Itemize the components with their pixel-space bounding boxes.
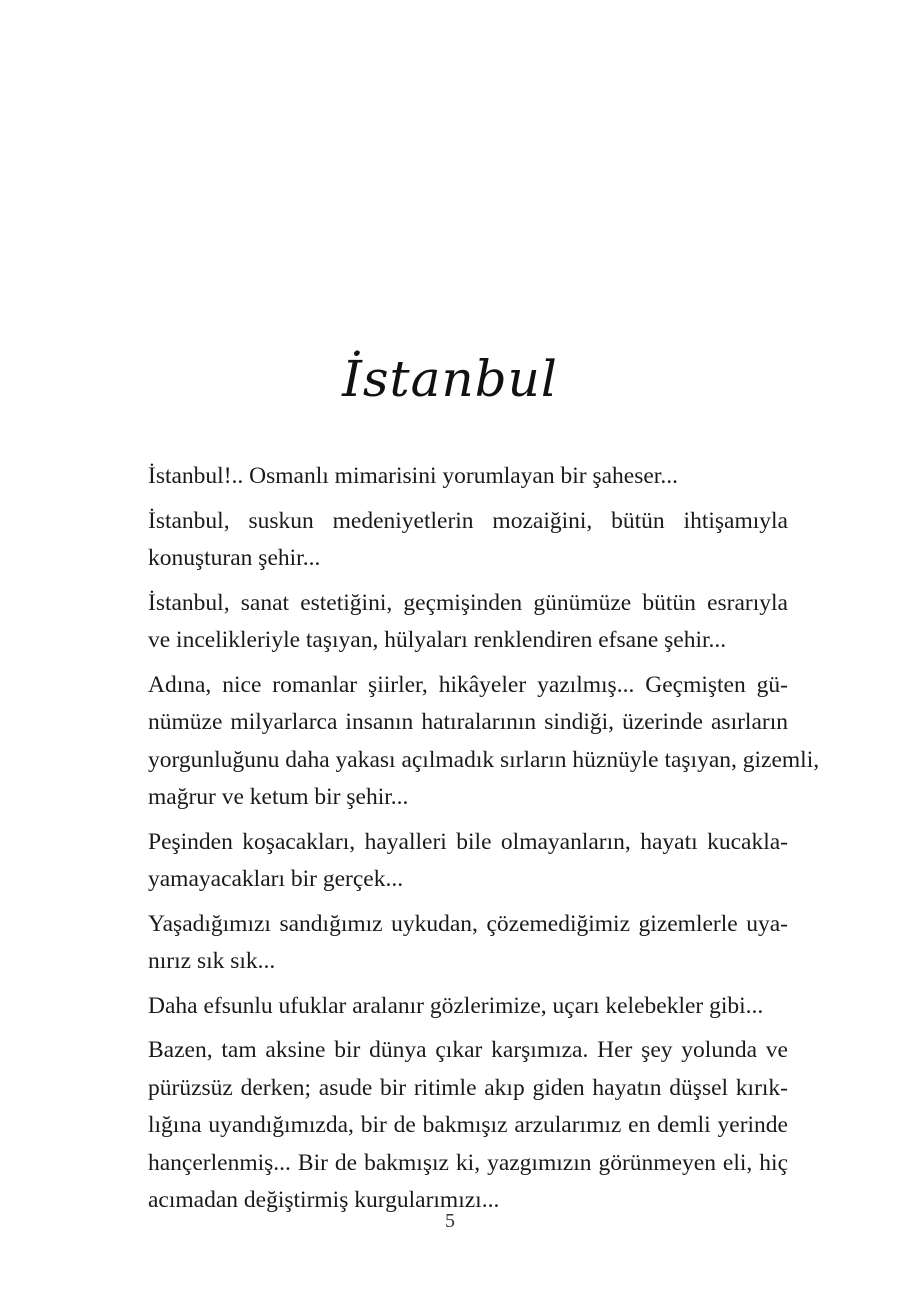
text-line: Yaşadığımızı sandığımız uykudan, çözemediğimiz gizemlerle uya- (148, 910, 788, 937)
paragraph (113, 503, 788, 578)
paragraph (113, 585, 788, 660)
text-line: mağrur ve ketum bir şehir... (148, 784, 409, 810)
page-number: 5 (445, 1210, 455, 1232)
text-line: ve incelikleriyle taşıyan, hülyaları renklendiren efsane şehir... (148, 627, 727, 653)
text-line: İstanbul!.. Osmanlı mimarisini yorumlayan bir şaheser... (148, 463, 678, 489)
text-line: İstanbul, sanat estetiğini, geçmişinden günümüze bütün esrarıyla (148, 589, 788, 616)
paragraph (113, 988, 788, 1026)
text-line: pürüzsüz derken; asude bir ritimle akıp giden hayatın düşsel kırık- (148, 1074, 788, 1101)
chapter-title: İstanbul (342, 350, 558, 408)
text-line: nırız sık sık... (148, 948, 276, 974)
text-line: İstanbul, suskun medeniyetlerin mozaiğini, bütün ihtişamıyla (148, 507, 788, 534)
paragraph (113, 667, 820, 817)
chapter-body (113, 458, 820, 1227)
text-line: konuşturan şehir... (148, 545, 321, 571)
text-line: Bazen, tam aksine bir dünya çıkar karşımıza. Her şey yolunda ve (148, 1037, 788, 1063)
text-line: nümüze milyarlarca insanın hatıralarının sindiği, üzerinde asırların (148, 709, 788, 735)
text-line: Adına, nice romanlar şiirler, hikâyeler yazılmış... Geçmişten gü- (148, 671, 788, 698)
text-line: yamayacakları bir gerçek... (148, 866, 404, 892)
paragraph (113, 824, 788, 899)
paragraph (113, 1032, 788, 1220)
text-line: hançerlenmiş... Bir de bakmışız ki, yazgımızın görünmeyen eli, hiç (148, 1149, 788, 1176)
text-line: acımadan değiştirmiş kurgularımızı... (148, 1187, 500, 1213)
text-line: yorgunluğunu daha yakası açılmadık sırların hüznüyle taşıyan, gizemli, (148, 746, 820, 773)
text-line: lığına uyandığımızda, bir de bakmışız arzularımız en demli yerinde (148, 1112, 788, 1138)
text-line: Daha efsunlu ufuklar aralanır gözlerimize, uçarı kelebekler gibi... (148, 992, 764, 1019)
paragraph (113, 458, 788, 496)
paragraph (113, 906, 788, 981)
text-line: Peşinden koşacakları, hayalleri bile olmayanların, hayatı kucakla- (148, 828, 788, 855)
